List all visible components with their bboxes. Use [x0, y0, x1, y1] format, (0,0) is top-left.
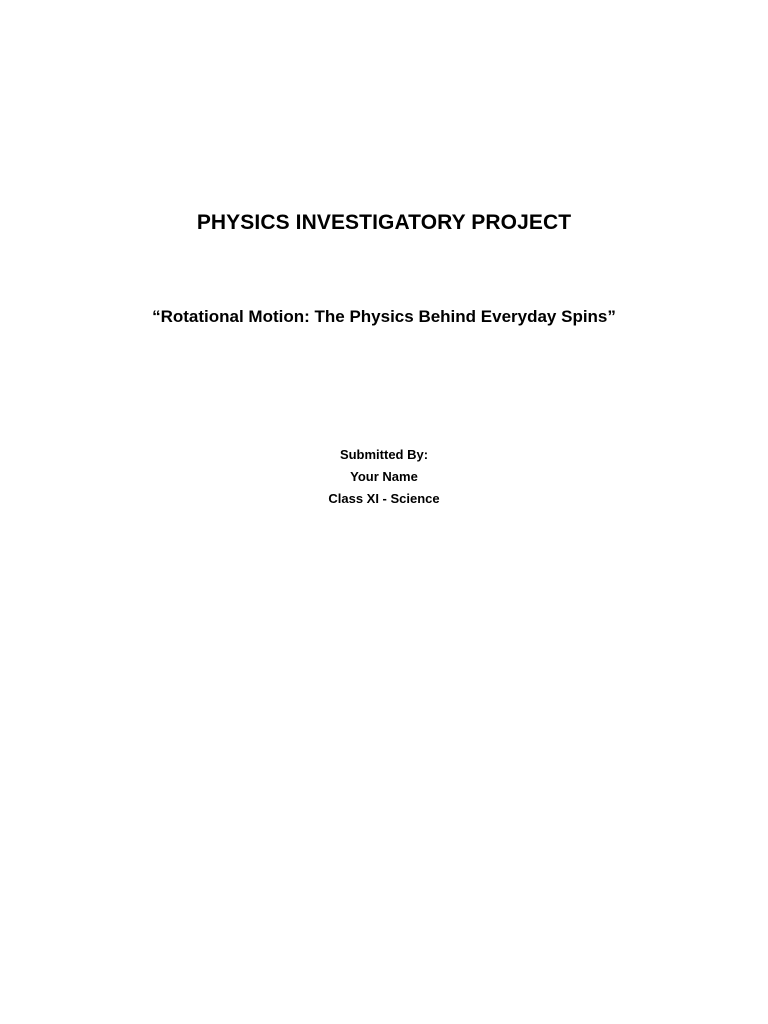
submission-block: [0, 444, 768, 510]
student-class: Class XI - Science: [328, 491, 440, 506]
submitted-by-label: Submitted By:: [339, 447, 429, 462]
project-subtitle: “Rotational Motion: The Physics Behind Everyday Spins”: [152, 307, 616, 326]
project-title: PHYSICS INVESTIGATORY PROJECT: [196, 211, 572, 234]
student-name: Your Name: [350, 469, 418, 484]
